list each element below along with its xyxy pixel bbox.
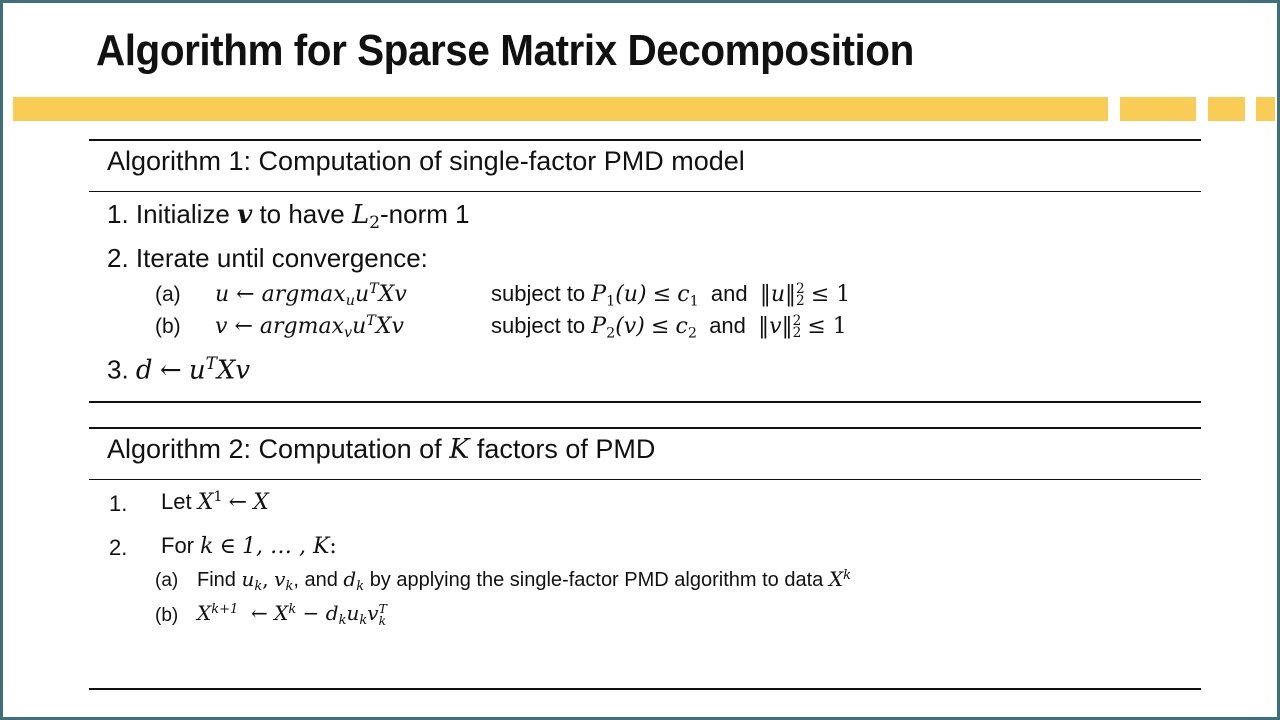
accent-bar-segment-3 — [1256, 97, 1275, 121]
accent-bar-segment-1 — [1120, 97, 1196, 121]
algo1-top-rule — [89, 139, 1201, 141]
algo2-step-2-num: 2. — [109, 535, 128, 560]
algo2-heading: Algorithm 2: Computation of K factors of PMD — [107, 434, 656, 465]
algo1-step-3: 3. d ← $u^TXv$ — [107, 353, 251, 386]
algo1-sub-b-constraint: subject to P2(v) ≤ c2 and ‖v‖ 2 2 ≤ 1 — [491, 312, 847, 342]
algo2-step-2: For k ∈ 1, … , K: — [161, 533, 337, 559]
slide-title: Algorithm for Sparse Matrix Decomposition — [96, 26, 914, 75]
algo1-sub-a-update: u ← argmaxuu$^T$Xv — [215, 281, 407, 310]
algo2-top-rule — [89, 427, 1201, 429]
accent-bar-main — [13, 97, 1108, 121]
algo1-sub-a-constraint: subject to P1(u) ≤ c1 and ‖u‖ 2 2 ≤ 1 — [491, 280, 851, 310]
algo1-sub-b-update: v ← argmaxvu$^T$Xv — [215, 313, 404, 342]
algo2-sub-a: Find uk, vk, and dk by applying the single-factor PMD algorithm to data $X^k$ — [197, 567, 851, 594]
algo1-sub-b-label: (b) — [155, 315, 181, 338]
algo1-sub-a-label: (a) — [155, 283, 181, 306]
algo2-sub-b: $X^{k+1}$ ← $X^k$ − dkukv T k — [197, 601, 387, 628]
algo2-header-rule — [89, 479, 1201, 480]
algo2-step-1: Let $X^1$ ← X — [161, 489, 269, 515]
algo2-sub-a-label: (a) — [155, 570, 179, 591]
algo1-bottom-rule — [89, 401, 1201, 403]
accent-bar-segment-2 — [1208, 97, 1245, 121]
algo2-sub-b-label: (b) — [155, 605, 179, 626]
algo1-heading: Algorithm 1: Computation of single-factor PMD model — [107, 146, 745, 176]
algo1-header-rule — [89, 191, 1201, 192]
algo1-step-1: 1. Initialize v to have L2-norm 1 — [107, 199, 470, 233]
algo2-step-1-num: 1. — [109, 491, 128, 516]
algo1-step-2: 2. Iterate until convergence: — [107, 243, 428, 273]
algo2-bottom-rule — [89, 688, 1201, 690]
